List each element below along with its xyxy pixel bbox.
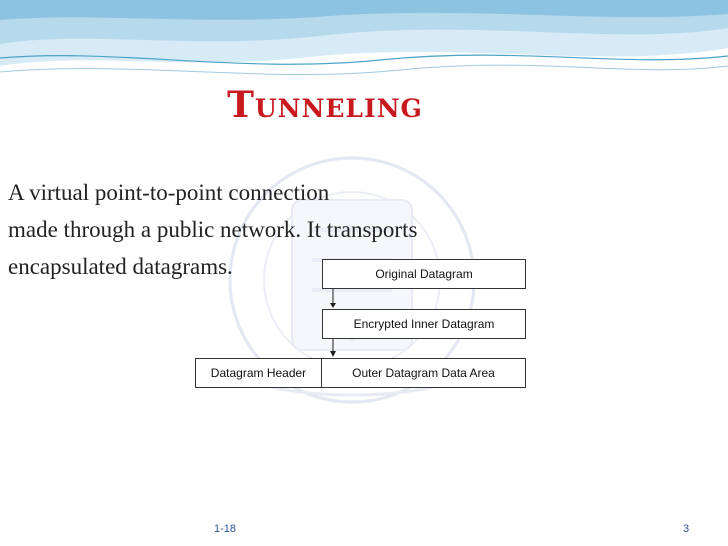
diagram-arrows xyxy=(320,288,340,360)
encrypted-inner-datagram-label: Encrypted Inner Datagram xyxy=(353,317,495,331)
body-line-2: made through a public network. It transports xyxy=(8,217,418,242)
encrypted-inner-datagram-box xyxy=(322,309,526,339)
body-line-3: encapsulated datagrams. xyxy=(8,254,233,279)
original-datagram-label: Original Datagram xyxy=(375,267,473,281)
slide-number: 3 xyxy=(683,523,690,535)
datagram-header-box xyxy=(195,358,322,388)
arrow-down-icon xyxy=(330,289,336,308)
top-wave-decoration xyxy=(0,0,728,90)
outer-datagram-data-area-label: Outer Datagram Data Area xyxy=(352,366,495,380)
original-datagram-box xyxy=(322,259,526,289)
footer-chapter-range: 1-18 xyxy=(214,523,237,535)
arrow-down-icon xyxy=(330,339,336,357)
body-line-1: A virtual point-to-point connection xyxy=(8,180,330,205)
footer-decoration xyxy=(0,517,728,546)
datagram-header-label: Datagram Header xyxy=(210,366,307,380)
slide-title: Tunneling xyxy=(227,84,423,126)
outer-datagram-data-area-box xyxy=(322,358,526,388)
